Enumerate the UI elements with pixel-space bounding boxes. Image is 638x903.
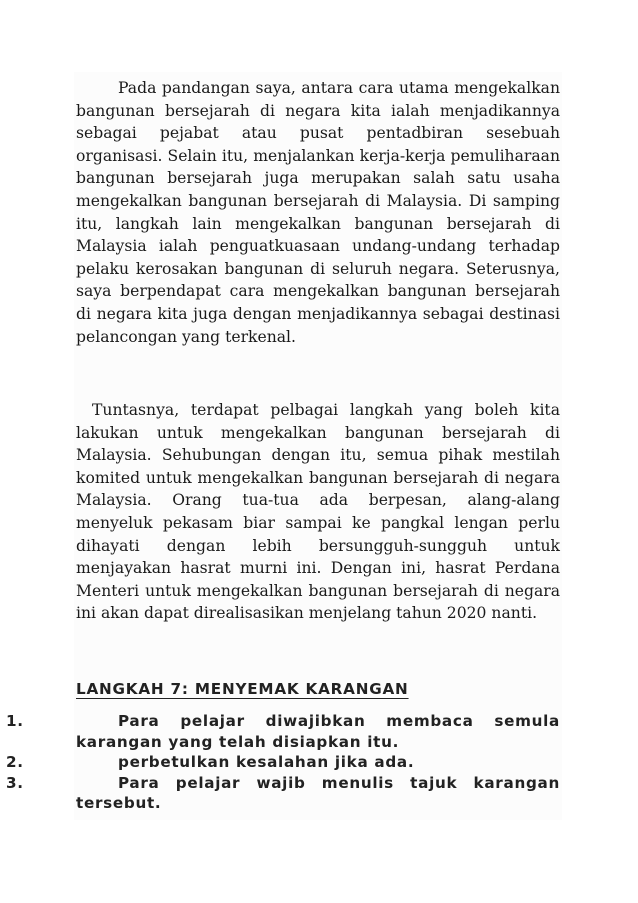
step-number: 2. xyxy=(6,753,24,772)
steps-list xyxy=(0,711,560,814)
step-text: perbetulkan kesalahan jika ada. xyxy=(118,753,415,772)
step-item xyxy=(0,752,560,773)
paragraph-conclusion-body: Pada pandangan saya, antara cara utama mengekalkan bangunan bersejarah di negara kita ialah menjadikannya sebagai pejabat atau pusat pentadbiran sesebuah organisasi. Selain itu, menjalankan kerja-kerja pemuliharaan bangunan bersejarah juga merupakan salah satu usaha mengekalkan bangunan bersejarah di Malaysia. Di samping itu, langkah lain mengekalkan bangunan bersejarah di Malaysia ialah penguatkuasaan undang-undang terhadap pelaku kerosakan bangunan di seluruh negara. Seterusnya, saya berpendapat cara mengekalkan bangunan bersejarah di negara kita juga dengan menjadikannya sebagai destinasi pelancongan yang terkenal. xyxy=(76,79,560,346)
section-heading: LANGKAH 7: MENYEMAK KARANGAN xyxy=(76,680,409,698)
step-text: Para pelajar wajib menulis tajuk karangan tersebut. xyxy=(76,773,560,813)
step-item xyxy=(0,711,560,752)
step-text: Para pelajar diwajibkan membaca semula karangan yang telah disiapkan itu. xyxy=(76,712,560,751)
step-item xyxy=(0,773,560,814)
step-number: 3. xyxy=(6,773,24,792)
paragraph-closing: Tuntasnya, terdapat pelbagai langkah yang boleh kita lakukan untuk mengekalkan bangunan bersejarah di Malaysia. Sehubungan dengan itu, semua pihak mestilah komited untuk mengekalkan bangunan bersejarah di negara Malaysia. Orang tua-tua ada berpesan, alang-alang menyeluk pekasam biar sampai ke pangkal lengan perlu dihayati dengan lebih bersungguh-sungguh untuk menjayakan hasrat murni ini. Dengan ini, hasrat Perdana Menteri untuk mengekalkan bangunan bersejarah di negara ini akan dapat direalisasikan menjelang tahun 2020 nanti. xyxy=(76,401,560,623)
step-number: 1. xyxy=(6,712,24,730)
